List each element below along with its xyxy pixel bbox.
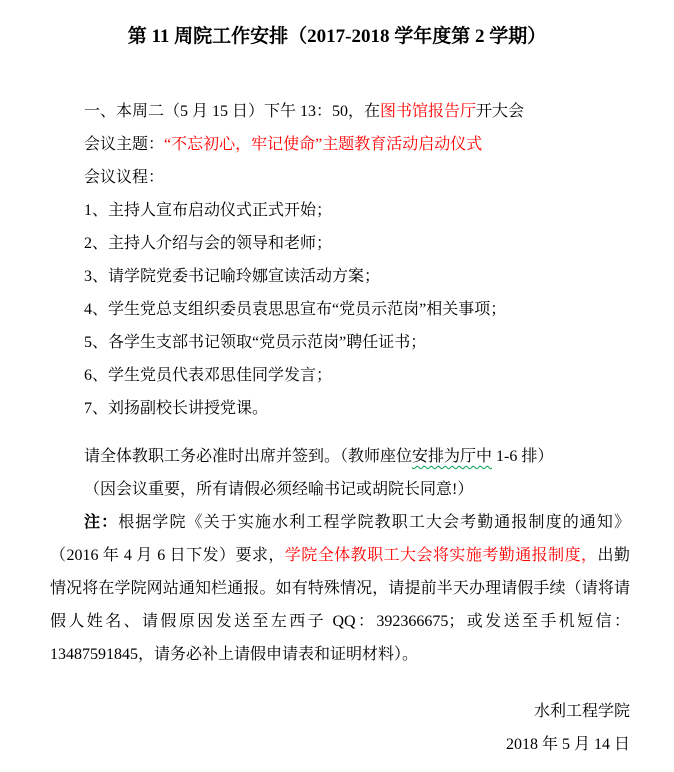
signature-block [50, 695, 630, 761]
agenda-heading: 会议议程： [84, 169, 165, 186]
attendance-paragraph [50, 440, 630, 473]
meeting-theme-value: “不忘初心，牢记使命”主题教育活动启动仪式 [164, 136, 483, 153]
note-highlight: 学院全体教职工大会将实施考勤通报制度， [284, 547, 598, 564]
attendance-squiggle-text: 安排为厅中 [412, 448, 493, 465]
meeting-intro-suffix: 开大会 [476, 103, 525, 120]
note-label: 注： [84, 514, 119, 531]
agenda-item-4: 4、学生党总支组织委员袁思思宣布“党员示范岗”相关事项； [84, 301, 507, 318]
meeting-intro-paragraph [50, 95, 630, 128]
meeting-location-highlight: 图书馆报告厅 [380, 103, 477, 120]
note-paragraph [50, 506, 630, 671]
meeting-intro-prefix: 一、本周二（5 月 15 日）下午 13：50，在 [84, 103, 381, 120]
attendance-suffix: 1-6 排） [492, 448, 554, 465]
signature-date: 2018 年 5 月 14 日 [505, 736, 630, 753]
agenda-item-3: 3、请学院党委书记喻玲娜宣读活动方案； [84, 268, 381, 285]
document-title: 第 11 周院工作安排（2017-2018 学年度第 2 学期） [127, 26, 547, 47]
agenda-item-2: 2、主持人介绍与会的领导和老师； [84, 235, 333, 252]
meeting-theme-label: 会议主题： [84, 136, 165, 153]
agenda-item-6: 6、学生党员代表邓思佳同学发言； [84, 367, 333, 384]
document-body [50, 95, 630, 761]
meeting-theme-paragraph [50, 128, 630, 161]
note-part1: 根据学院《关于实施水利工程学院教职工大会考勤通报制度的通知》（2016 年 4 月 6 日下发）要求， [50, 514, 630, 564]
agenda-item-7: 7、刘扬副校长讲授党课。 [84, 400, 269, 417]
paragraph-gap [50, 425, 630, 440]
approval-paragraph: （因会议重要，所有请假必须经喻书记或胡院长同意!） [84, 481, 474, 498]
agenda-item-5: 5、各学生支部书记领取“党员示范岗”聘任证书； [84, 334, 427, 351]
attendance-prefix: 请全体教职工务必准时出席并签到。（教师座位 [84, 448, 413, 465]
note-part2: 出勤情况将在学院网站通知栏通报。如有特殊情况，请提前半天办理请假手续（请将请假人姓名、请假原因发送至左西子 QQ：392366675；或发送至手机短信：13487591845，请务必补上请假申请表和证明材料）。 [50, 547, 630, 663]
agenda-item-1: 1、主持人宣布启动仪式正式开始； [84, 202, 333, 219]
signature-org: 水利工程学院 [533, 703, 630, 720]
